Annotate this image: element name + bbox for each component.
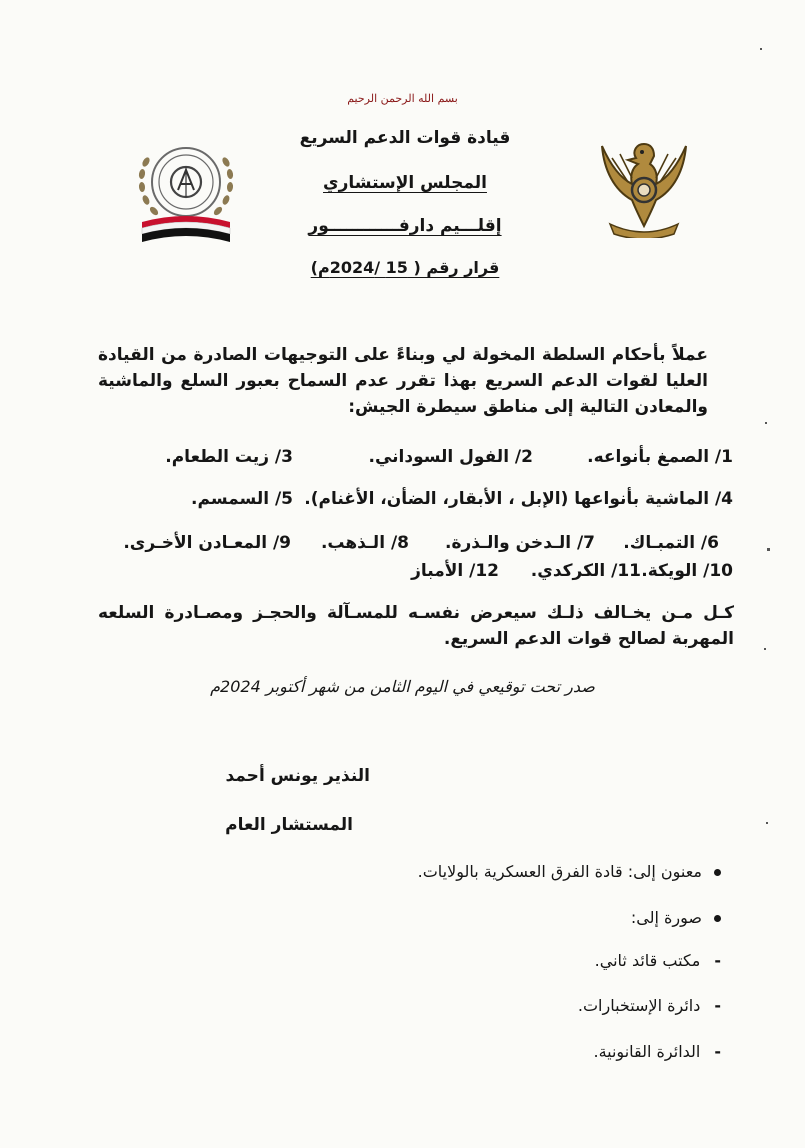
secretary-bird-emblem [592,130,696,238]
issued-date-line: صدر تحت توقيعي في اليوم الثامن من شهر أكتوبر 2024م [210,677,595,696]
copy-recipient-text: مكتب قائد ثاني. [594,951,701,970]
list-item: 4/ الماشية بأنواعها (الإبل ، الأبقار، الضأن، الأغنام). [304,489,733,509]
council-heading: المجلس الإستشاري [323,173,487,193]
scan-speck [764,648,766,650]
copy-recipient [593,1042,721,1061]
bullet-icon [714,869,721,876]
copy-recipient [595,951,721,970]
dash-icon: - [714,951,721,970]
list-item: 9/ المعـادن الأخـرى. [123,533,291,553]
list-item: 2/ الفول السوداني. [368,447,533,467]
bullet-icon [714,915,721,922]
region-heading: إقلـــيم دارفــــــــــــور [308,216,502,236]
basmala: بسم الله الرحمن الرحيم [347,92,458,105]
copy-recipient-text: الدائرة القانونية. [593,1042,701,1061]
list-item: 8/ الـذهب. [320,533,409,553]
list-item: 7/ الـدخن والـذرة. [445,533,595,553]
dash-icon: - [714,996,721,1015]
scan-speck [766,822,768,824]
council-seal-logo [130,130,242,248]
list-item: 11/ الكركدي. [530,561,641,581]
list-item: 1/ الصمغ بأنواعه. [587,447,733,467]
copy-to-text: صورة إلى: [630,908,702,927]
list-item: 3/ زيت الطعام. [165,447,293,467]
warning-paragraph: كـل مـن يخـالف ذلـك سيعرض نفسـه للمسـآلة والحجـز ومصـادرة السلعه المهربة لصالح قوات الدعم السريع. [98,603,734,649]
dash-icon: - [714,1042,721,1061]
scan-speck [765,422,767,424]
intro-paragraph: عملاً بأحكام السلطة المخولة لي وبناءً على التوجيهات الصادرة من القيادة العليا لقوات الدعم السريع بهذا تقرر عدم السماح بعبور السلع والماشية والمعادن التالية إلى مناطق سيطرة الجيش: [98,345,708,417]
list-item: 10/ الويكة. [641,561,733,581]
decision-number: قرار رقم ( 15 /2024م) [310,258,500,277]
copy-recipient [578,996,721,1015]
list-item: 6/ التمبـاك. [623,533,719,553]
addressed-to-item [418,862,721,881]
list-item: 12/ الأمباز [411,561,499,581]
signatory-title: المستشار العام [225,815,353,835]
signatory-name: النذير يونس أحمد [225,766,370,786]
copy-to-item [631,908,721,927]
organization-heading: قيادة قوات الدعم السريع [299,128,511,148]
scan-speck [760,48,762,50]
addressed-to-text: معنون إلى: قادة الفرق العسكرية بالولايات. [417,862,702,881]
scan-speck [767,548,770,551]
list-item: 5/ السمسم. [191,489,293,509]
copy-recipient-text: دائرة الإستخبارات. [577,996,701,1015]
